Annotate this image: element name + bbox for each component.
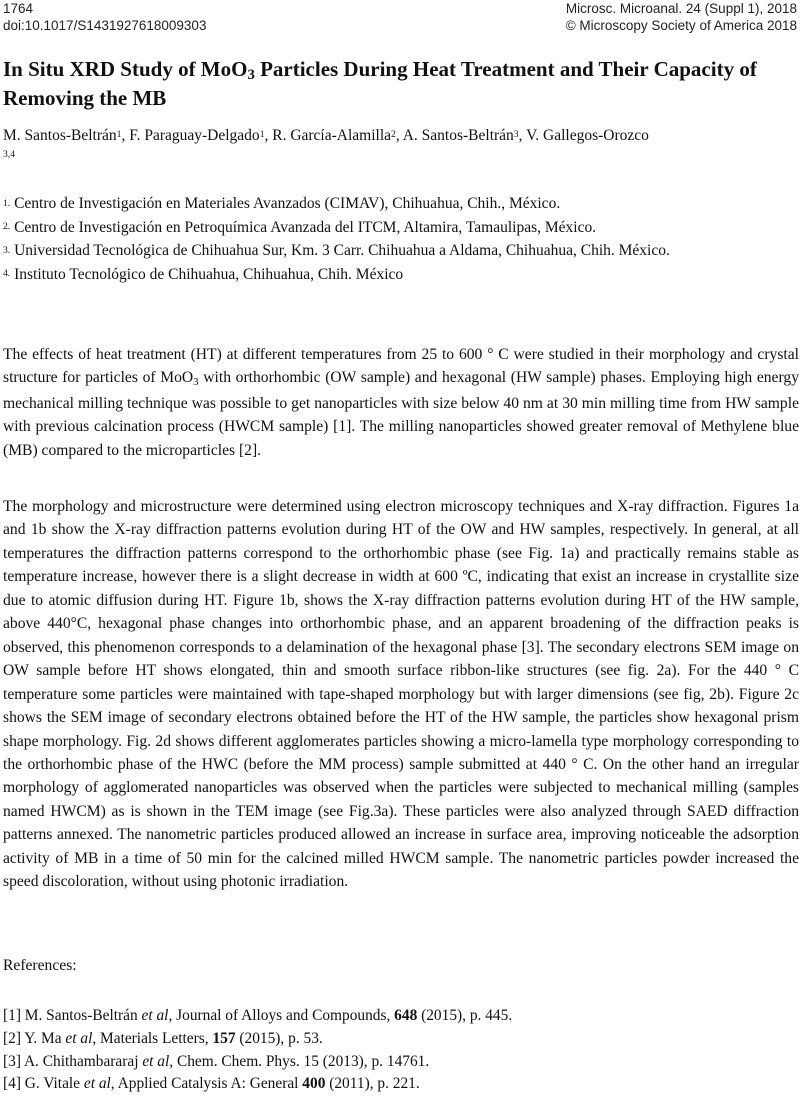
title-part2: Particles During Heat Treatment and Their Capacity of Removing the MB [3, 57, 757, 110]
affiliation-text: Centro de Investigación en Petroquímica Avanzada del ITCM, Altamira, Tamaulipas, México. [10, 218, 597, 236]
affiliation-text: Instituto Tecnológico de Chihuahua, Chihuahua, Chih. México [10, 265, 404, 283]
ref-volume: 400 [302, 1075, 326, 1093]
paragraph-text: with orthorhombic (OW sample) and hexagonal (HW sample) phases. Employing high energy mechanical milling technique was possible to get nanoparticles with size below 40 nm at 30 min milling time from HW sample with previous calcination process (HWCM sample) [1]. The milling nanoparticles showed greater removal of Methylene blue (MB) compared to the microparticles [2]. [3, 369, 799, 459]
paragraph-text: The effects of heat treatment (HT) at different temperatures from 25 to 600 ° C were studied in their morphology and crystal structure for particles of MoO [3, 346, 799, 387]
abstract-paragraph-2: The morphology and microstructure were determined using electron microscopy techniques and X-ray diffraction. Figures 1a and 1b show the X-ray diffraction patterns evolution during HT of the OW and HW samples, respectively. In general, at all temperatures the diffraction patterns correspond to the orthorhombic phase (see Fig. 1a) and practically remains stable as temperature increase, however there is a slight decrease in width at 600 ºC, indicating that exist an increase in crystallite size due to atomic diffusion during HT. Figure 1b, shows the X-ray diffraction patterns evolution during HT of the HW sample, above 440°C, hexagonal phase changes into orthorhombic phase, and an apparent broadening of the diffraction peaks is observed, this phenomenon corresponds to a delamination of the hexagonal phase [3]. The secondary electrons SEM image on OW sample before HT shows elongated, thin and smooth surface ribbon-like structures (see fig. 2a). For the 440 ° C temperature some particles were maintained with tape-shaped morphology but with larger dimensions (see fig, 2b). Figure 2c shows the SEM image of secondary electrons obtained before the HT of the HW sample, the particles show hexagonal prism shape morphology. Fig. 2d shows different agglomerates particles showing a micro-lamella type morphology corresponding to the orthorhombic phase of the HWC (before the MM process) sample submitted at 440 ° C. On the other hand an irregular morphology of agglomerated nanoparticles was observed when the particles were subjected to mechanical milling (samples named HWCM) as is shown in the TEM image (see Fig.3a). These particles were also analyzed through SAED diffraction patterns annexed. The nanometric particles produced allowed an increase in surface area, improving noticeable the adsorption activity of MB in a time of 50 min for the calcined milled HWCM sample. The nanometric particles powder increased the speed discoloration, without using photonic irradiation. [3, 498, 799, 891]
paper-title [3, 56, 799, 111]
ref-authors: [1] M. Santos-Beltrán [3, 1007, 142, 1024]
affiliation-mark: 3. [3, 244, 11, 256]
ref-journal: , Applied Catalysis A: General [110, 1075, 303, 1093]
ref-year-page: (2015), p. 53. [235, 1029, 323, 1047]
ref-journal: , Chem. Chem. Phys. 15 (2013), p. 14761. [169, 1052, 430, 1070]
ref-year-page: (2011), p. 221. [325, 1075, 420, 1093]
page-header [0, 0, 800, 36]
ref-etal: et al [141, 1007, 169, 1024]
affiliation-mark: 4. [3, 268, 11, 280]
ref-journal: , Journal of Alloys and Compounds, [168, 1007, 395, 1024]
paragraph-subscript: 3 [193, 375, 199, 388]
author-affiliation-mark: 1 [259, 129, 265, 141]
author-affiliation-mark: 2 [391, 129, 396, 141]
reference-item [3, 1073, 799, 1096]
ref-authors: [2] Y. Ma [3, 1029, 66, 1047]
affiliation-mark: 2. [3, 221, 11, 233]
reference-item [3, 1028, 799, 1051]
copyright: © Microscopy Society of America 2018 [565, 18, 797, 33]
ref-year-page: (2015), p. 445. [417, 1007, 513, 1024]
affiliation-mark: 1. [3, 197, 11, 209]
ref-etal: et al [65, 1029, 93, 1047]
ref-etal: et al [142, 1052, 170, 1070]
ref-etal: et al [83, 1075, 111, 1093]
reference-list [3, 1005, 799, 1096]
author-list [3, 126, 799, 166]
header-left [3, 0, 206, 34]
reference-item [3, 1051, 799, 1074]
references-heading: References: [3, 957, 77, 974]
title-part1: In Situ XRD Study of MoO [3, 57, 248, 81]
affiliation-item [3, 263, 799, 287]
affiliations [3, 192, 799, 286]
affiliation-item [3, 216, 799, 240]
author-name: M. Santos-Beltrán [3, 127, 117, 144]
affiliation-item [3, 192, 799, 216]
author-affiliation-mark: 3 [513, 129, 519, 141]
author-name: , V. Gallegos-Orozco [518, 127, 649, 144]
ref-volume: 648 [394, 1007, 418, 1024]
ref-authors: [4] G. Vitale [3, 1075, 84, 1093]
page-number: 1764 [3, 1, 34, 16]
doi: doi:10.1017/S1431927618009303 [3, 18, 207, 33]
reference-item [3, 1005, 799, 1028]
author-name: , A. Santos-Beltrán [395, 127, 514, 144]
ref-volume: 157 [212, 1029, 236, 1047]
author-name: , R. García-Alamilla [264, 127, 392, 144]
affiliation-text: Centro de Investigación en Materiales Avanzados (CIMAV), Chihuahua, Chih., México. [10, 195, 561, 212]
title-subscript: 3 [247, 67, 255, 84]
author-name: , F. Paraguay-Delgado [121, 127, 260, 144]
ref-journal: , Materials Letters, [92, 1029, 213, 1047]
ref-authors: [3] A. Chithambararaj [3, 1052, 143, 1070]
affiliation-item [3, 239, 799, 263]
author-affiliation-mark: 3,4 [3, 149, 15, 161]
affiliation-text: Universidad Tecnológica de Chihuahua Sur, Km. 3 Carr. Chihuahua a Aldama, Chihuahua, Chih. México. [10, 242, 670, 259]
header-right [566, 0, 797, 34]
author-affiliation-mark: 1 [116, 129, 122, 141]
journal-citation: Microsc. Microanal. 24 (Suppl 1), 2018 [565, 1, 797, 16]
abstract-paragraph-1 [3, 343, 799, 462]
